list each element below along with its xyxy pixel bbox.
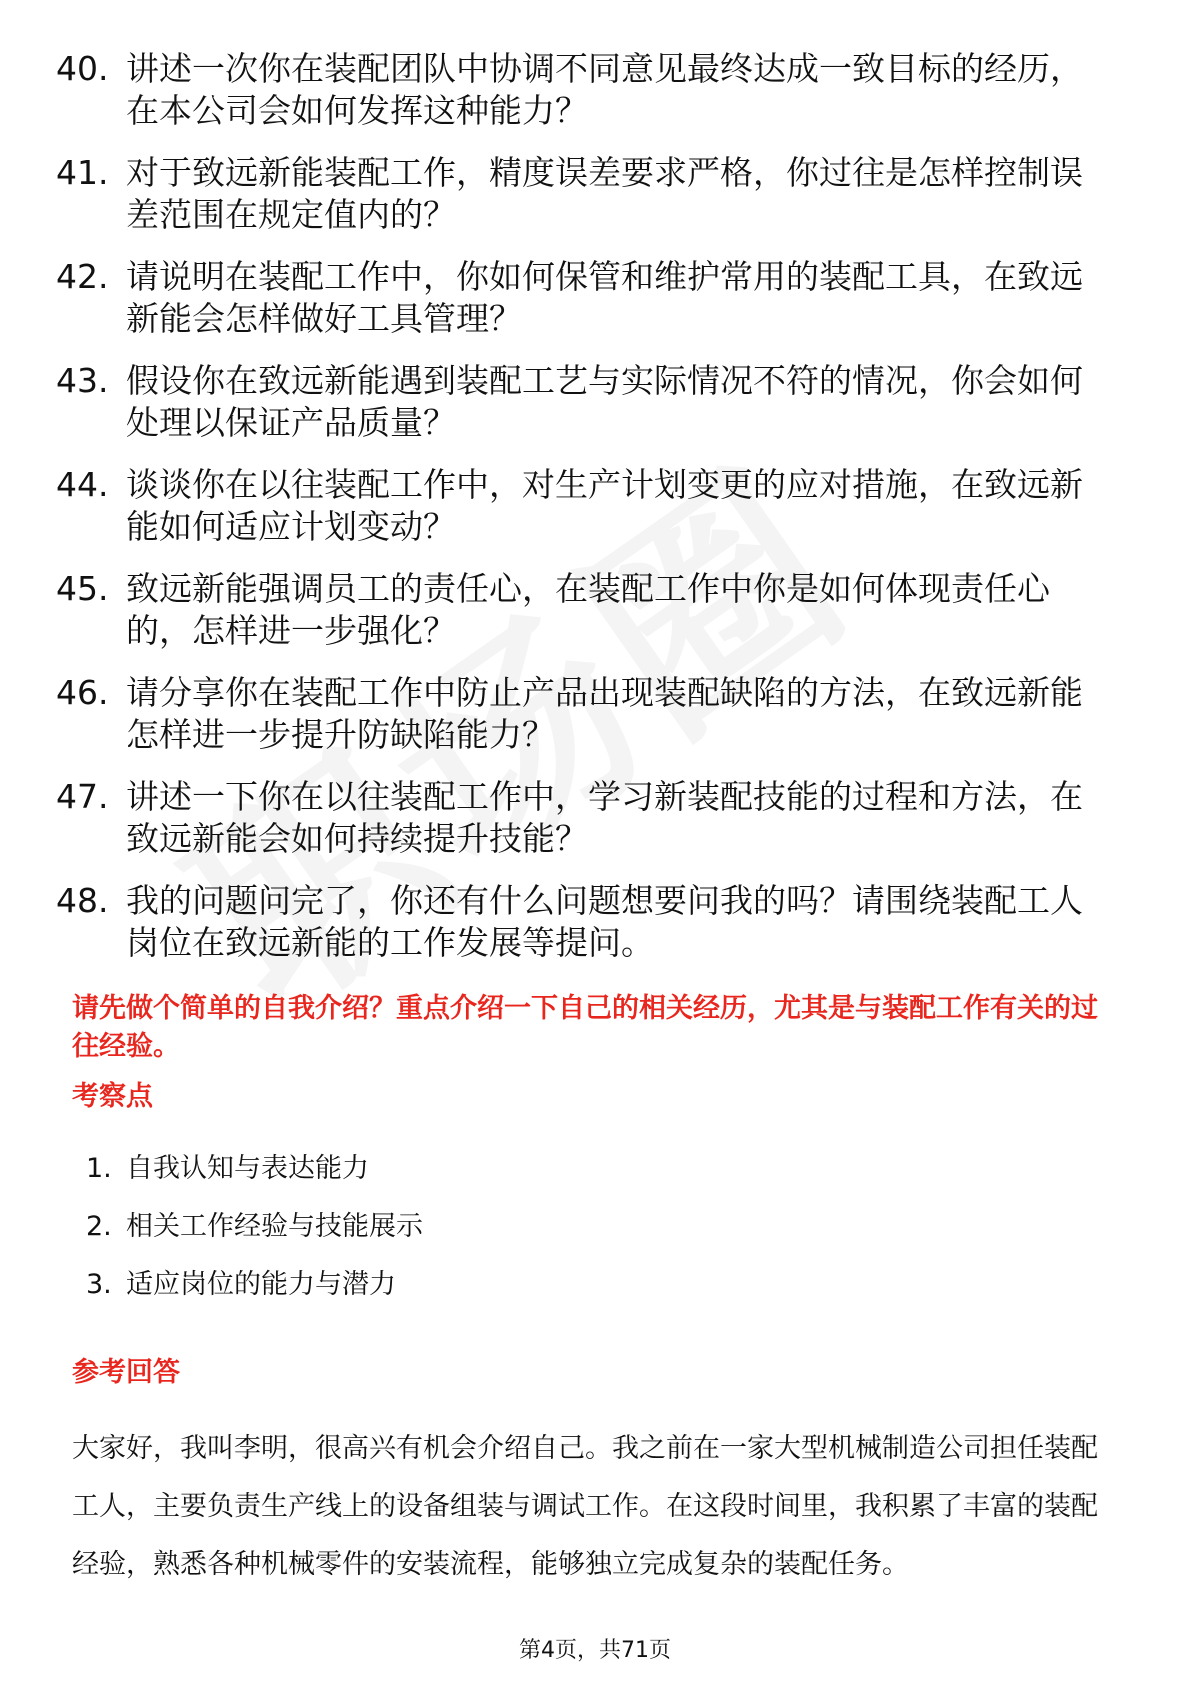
list-item (0, 672, 1106, 756)
question-text: 谈谈你在以往装配工作中，对生产计划变更的应对措施，在致远新能如何适应计划变动？ (126, 465, 1083, 546)
point-number: 1. (86, 1153, 112, 1184)
list-item (0, 48, 1106, 132)
page-footer: 第4页，共71页 (519, 1638, 671, 1663)
point-text: 相关工作经验与技能展示 (126, 1211, 423, 1242)
point-text: 自我认知与表达能力 (126, 1153, 369, 1184)
focus-points-list (0, 1150, 423, 1324)
list-item (0, 1266, 423, 1304)
question-number: 43. (56, 361, 109, 400)
list-item (0, 1150, 423, 1188)
highlight-question: 请先做个简单的自我介绍？重点介绍一下自己的相关经历，尤其是与装配工作有关的过往经验。 (72, 993, 1098, 1062)
point-number: 3. (86, 1269, 112, 1300)
question-number: 42. (56, 257, 109, 296)
list-item (0, 1208, 423, 1246)
list-item (0, 880, 1106, 964)
question-text: 讲述一次你在装配团队中协调不同意见最终达成一致目标的经历，在本公司会如何发挥这种能力？ (126, 49, 1083, 130)
list-item (0, 464, 1106, 548)
point-number: 2. (86, 1211, 112, 1242)
list-item (0, 152, 1106, 236)
question-text: 我的问题问完了，你还有什么问题想要问我的吗？请围绕装配工人岗位在致远新能的工作发展等提问。 (126, 881, 1083, 962)
point-text: 适应岗位的能力与潜力 (126, 1269, 396, 1300)
question-text: 请说明在装配工作中，你如何保管和维护常用的装配工具，在致远新能会怎样做好工具管理？ (126, 257, 1083, 338)
question-text: 讲述一下你在以往装配工作中，学习新装配技能的过程和方法，在致远新能会如何持续提升技能？ (126, 777, 1083, 858)
question-list (0, 48, 1190, 984)
question-text: 对于致远新能装配工作，精度误差要求严格，你过往是怎样控制误差范围在规定值内的？ (126, 153, 1083, 234)
list-item (0, 360, 1106, 444)
list-item (0, 568, 1106, 652)
question-number: 40. (56, 49, 109, 88)
answer-title: 参考回答 (72, 1357, 180, 1388)
question-text: 致远新能强调员工的责任心，在装配工作中你是如何体现责任心的，怎样进一步强化？ (126, 569, 1050, 650)
question-text: 假设你在致远新能遇到装配工艺与实际情况不符的情况，你会如何处理以保证产品质量？ (126, 361, 1083, 442)
question-number: 41. (56, 153, 109, 192)
list-item (0, 256, 1106, 340)
question-number: 46. (56, 673, 109, 712)
question-number: 48. (56, 881, 109, 920)
question-number: 44. (56, 465, 109, 504)
question-number: 45. (56, 569, 109, 608)
question-text: 请分享你在装配工作中防止产品出现装配缺陷的方法，在致远新能怎样进一步提升防缺陷能力？ (126, 673, 1083, 754)
answer-text: 大家好，我叫李明，很高兴有机会介绍自己。我之前在一家大型机械制造公司担任装配工人，主要负责生产线上的设备组装与调试工作。在这段时间里，我积累了丰富的装配经验，熟悉各种机械零件的安装流程，能够独立完成复杂的装配任务。 (72, 1433, 1098, 1580)
focus-title: 考察点 (72, 1081, 153, 1112)
list-item (0, 776, 1106, 860)
question-number: 47. (56, 777, 109, 816)
